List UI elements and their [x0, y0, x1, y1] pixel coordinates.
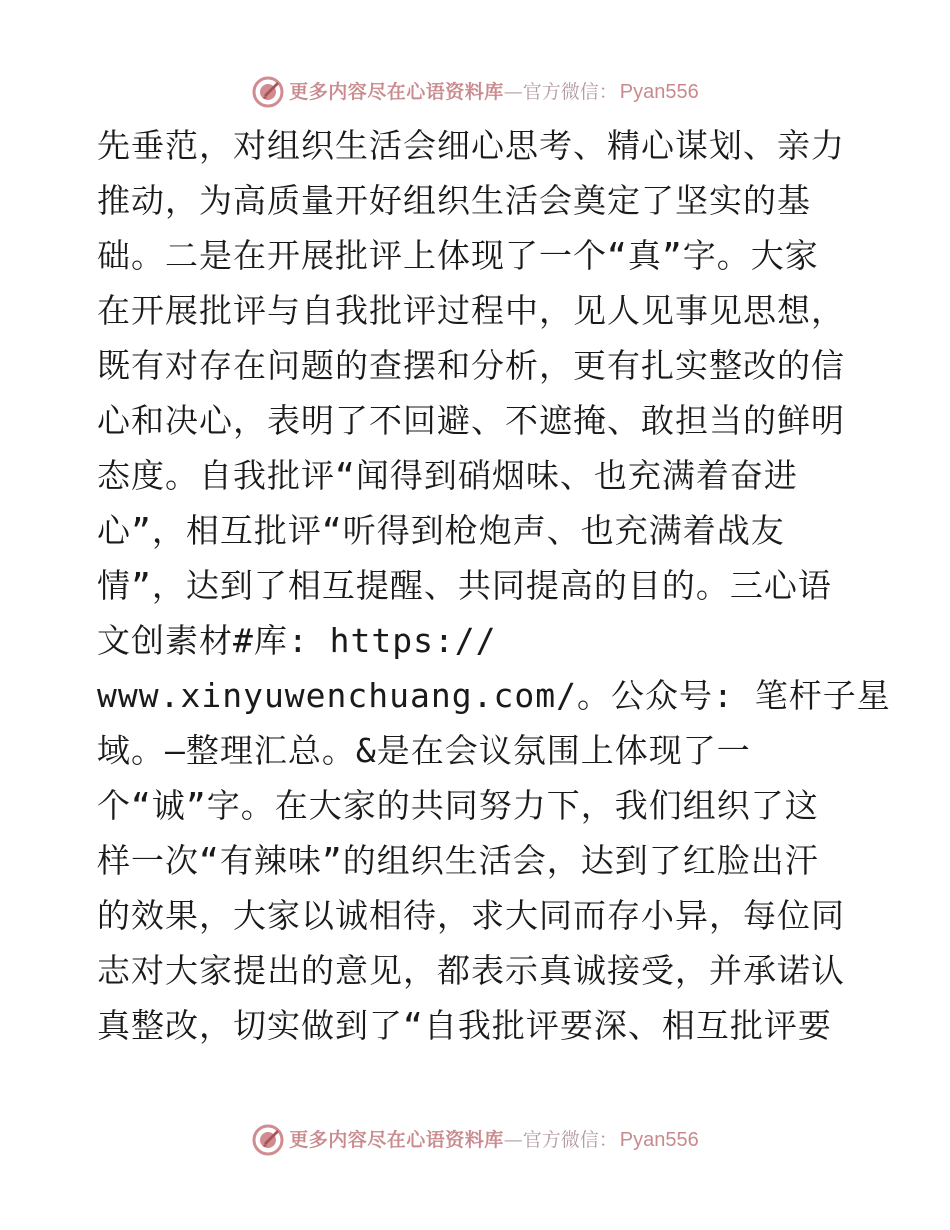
seal-logo-icon	[251, 1123, 285, 1157]
body-line: 真整改，切实做到了“自我批评要深、相互批评要	[97, 1006, 832, 1045]
body-paragraph	[97, 118, 891, 1053]
body-line: 的效果，大家以诚相待，求大同而存小异，每位同	[97, 896, 845, 935]
banner-wechat-id: Pyan556	[619, 1129, 699, 1151]
banner-wechat-label: 官方微信：	[522, 81, 618, 103]
body-line: 样一次“有辣味”的组织生活会，达到了红脸出汗	[97, 841, 819, 880]
body-line: 个“诚”字。在大家的共同努力下，我们组织了这	[97, 786, 819, 825]
banner-main-text: 更多内容尽在心语资料库	[289, 81, 504, 103]
banner-dash: —	[503, 81, 523, 103]
body-line: 情”，达到了相互提醒、共同提高的目的。三心语	[97, 566, 832, 605]
body-line: 础。二是在开展批评上体现了一个“真”字。大家	[97, 236, 819, 275]
body-line: 文创素材#库: https://	[97, 621, 497, 660]
body-line: 态度。自我批评“闻得到硝烟味、也充满着奋进	[97, 456, 798, 495]
banner-dash: —	[503, 1129, 523, 1151]
body-line: 推动，为高质量开好组织生活会奠定了坚实的基	[97, 181, 811, 220]
body-line: www.xinyuwenchuang.com/。公众号: 笔杆子星	[97, 676, 891, 715]
banner-main-text: 更多内容尽在心语资料库	[289, 1129, 504, 1151]
banner-wechat-id: Pyan556	[619, 81, 699, 103]
banner-wechat-label: 官方微信：	[522, 1129, 618, 1151]
body-line: 心”，相互批评“听得到枪炮声、也充满着战友	[97, 511, 785, 550]
body-line: 域。—整理汇总。&是在会议氛围上体现了一	[97, 731, 751, 770]
body-line: 在开展批评与自我批评过程中，见人见事见思想，	[97, 291, 845, 330]
body-line: 先垂范，对组织生活会细心思考、精心谋划、亲力	[97, 126, 845, 165]
body-line: 志对大家提出的意见，都表示真诚接受，并承诺认	[97, 951, 845, 990]
footer-watermark-banner	[0, 1120, 950, 1160]
header-watermark-banner	[0, 72, 950, 112]
body-line: 既有对存在问题的查摆和分析，更有扎实整改的信	[97, 346, 845, 385]
body-line: 心和决心，表明了不回避、不遮掩、敢担当的鲜明	[97, 401, 845, 440]
seal-logo-icon	[251, 75, 285, 109]
